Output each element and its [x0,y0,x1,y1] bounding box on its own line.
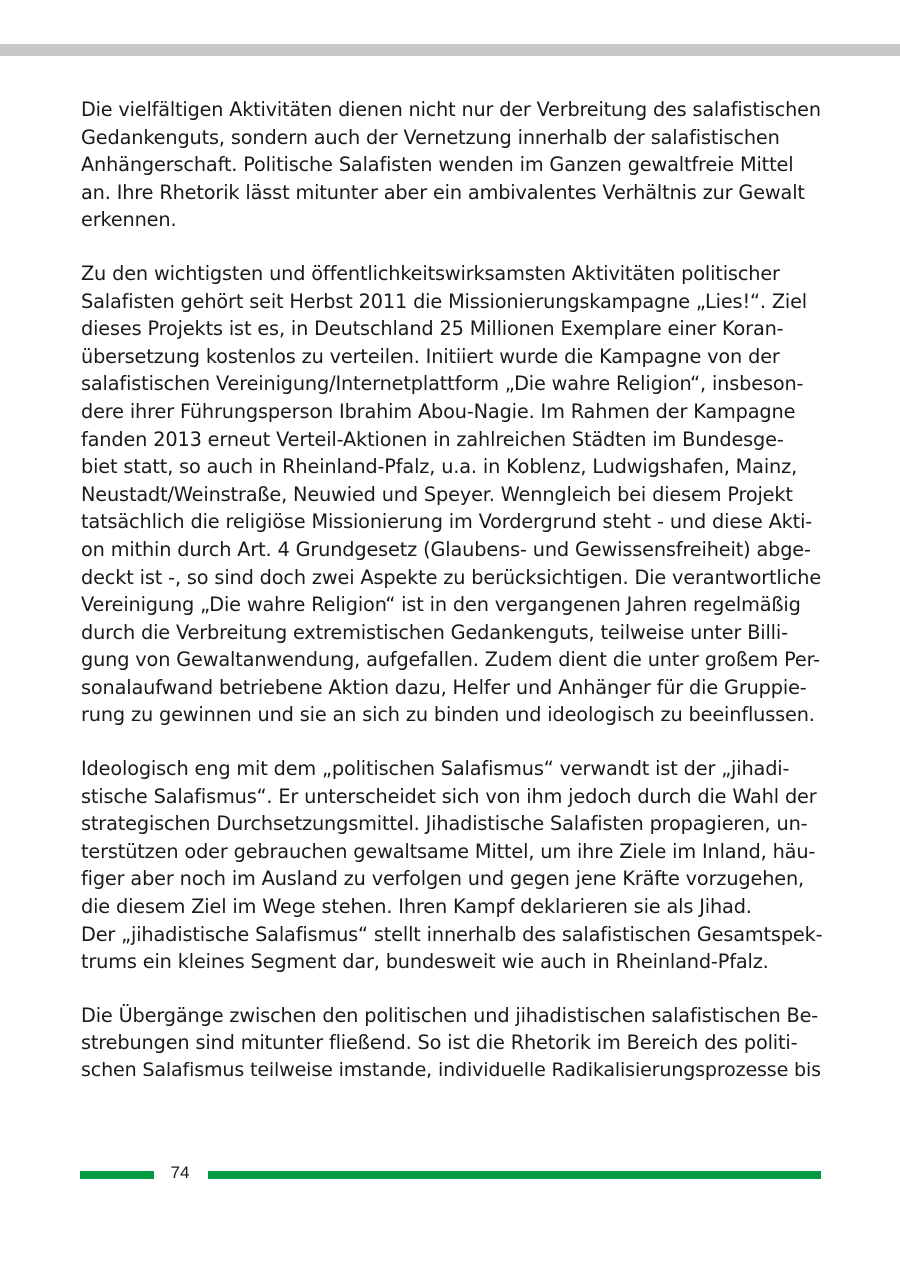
text-line: rung zu gewinnen und sie an sich zu binden und ideologisch zu beeinflussen. [81,703,815,727]
text-line: stische Salafismus“. Er unterscheidet sich von ihm jedoch durch die Wahl der [81,784,817,808]
text-line: sonalaufwand betriebene Aktion dazu, Helfer und Anhänger für die Gruppie- [81,675,807,699]
text-line: Anhängerschaft. Politische Salafisten wenden im Ganzen gewaltfreie Mittel [81,153,794,177]
text-line: die diesem Ziel im Wege stehen. Ihren Kampf deklarieren sie als Jihad. [81,895,752,919]
body-text [81,96,823,1111]
text-line: durch die Verbreitung extremistischen Gedankenguts, teilweise unter Billi- [81,620,788,644]
text-line: gung von Gewaltanwendung, aufgefallen. Zudem dient die unter großem Per- [81,648,820,672]
text-line: Neustadt/Weinstraße, Neuwied und Speyer. Wenngleich bei diesem Projekt [81,482,793,506]
text-line: deckt ist -, so sind doch zwei Aspekte zu berücksichtigen. Die verantwortliche [81,565,822,589]
text-line: terstützen oder gebrauchen gewaltsame Mittel, um ihre Ziele im Inland, häu- [81,839,816,863]
text-line: erkennen. [81,208,177,232]
text-line: schen Salafismus teilweise imstande, individuelle Radikalisierungsprozesse bis [81,1059,821,1081]
text-line: figer aber noch im Ausland zu verfolgen und gegen jene Kräfte vorzugehen, [81,867,805,891]
paragraph-4 [81,1002,823,1085]
text-line: trums ein kleines Segment dar, bundesweit wie auch in Rheinland-Pfalz. [81,950,769,974]
text-line: Die Übergänge zwischen den politischen und jihadistischen salafistischen Be- [81,1003,819,1027]
text-line: on mithin durch Art. 4 Grundgesetz (Glaubens- und Gewissensfreiheit) abge- [81,537,811,561]
text-line: biet statt, so auch in Rheinland-Pfalz, u.a. in Koblenz, Ludwigshafen, Mainz, [81,455,798,479]
header-rule [0,44,900,56]
text-line: strategischen Durchsetzungsmittel. Jihadistische Salafisten propagieren, un- [81,812,808,836]
text-line: an. Ihre Rhetorik lässt mitunter aber ein ambivalentes Verhältnis zur Gewalt [81,180,805,204]
paragraph-2 [81,260,823,729]
text-line: strebungen sind mitunter fließend. So ist die Rhetorik im Bereich des politi- [81,1031,798,1055]
paragraph-1 [81,96,823,234]
text-line: Ideologisch eng mit dem „politischen Salafismus“ verwandt ist der „jihadi- [81,757,790,781]
page-number: 74 [170,1163,190,1182]
text-line: dere ihrer Führungsperson Ibrahim Abou-Nagie. Im Rahmen der Kampagne [81,399,796,423]
text-line: Gedankenguts, sondern auch der Vernetzung innerhalb der salafistischen [81,125,780,149]
paragraph-3 [81,755,823,976]
text-line: fanden 2013 erneut Verteil-Aktionen in zahlreichen Städten im Bundesge- [81,427,784,451]
text-line: Zu den wichtigsten und öffentlichkeitswirksamsten Aktivitäten politischer [81,261,780,285]
footer-rule-left [80,1171,154,1179]
text-line: übersetzung kostenlos zu verteilen. Initiiert wurde die Kampagne von der [81,344,780,368]
text-line: tatsächlich die religiöse Missionierung im Vordergrund steht - und diese Akti- [81,510,813,534]
footer-rule-right [208,1171,821,1179]
text-line: salafistischen Vereinigung/Internetplattform „Die wahre Religion“, insbeson- [81,372,804,396]
text-line: Salafisten gehört seit Herbst 2011 die Missionierungskampagne „Lies!“. Ziel [81,289,808,313]
text-line: Der „jihadistische Salafismus“ stellt innerhalb des salafistischen Gesamtspek- [81,922,823,946]
text-line: dieses Projekts ist es, in Deutschland 25 Millionen Exemplare einer Koran- [81,317,784,341]
text-line: Die vielfältigen Aktivitäten dienen nicht nur der Verbreitung des salafistischen [81,98,821,121]
text-line: Vereinigung „Die wahre Religion“ ist in den vergangenen Jahren regelmäßig [81,593,801,617]
